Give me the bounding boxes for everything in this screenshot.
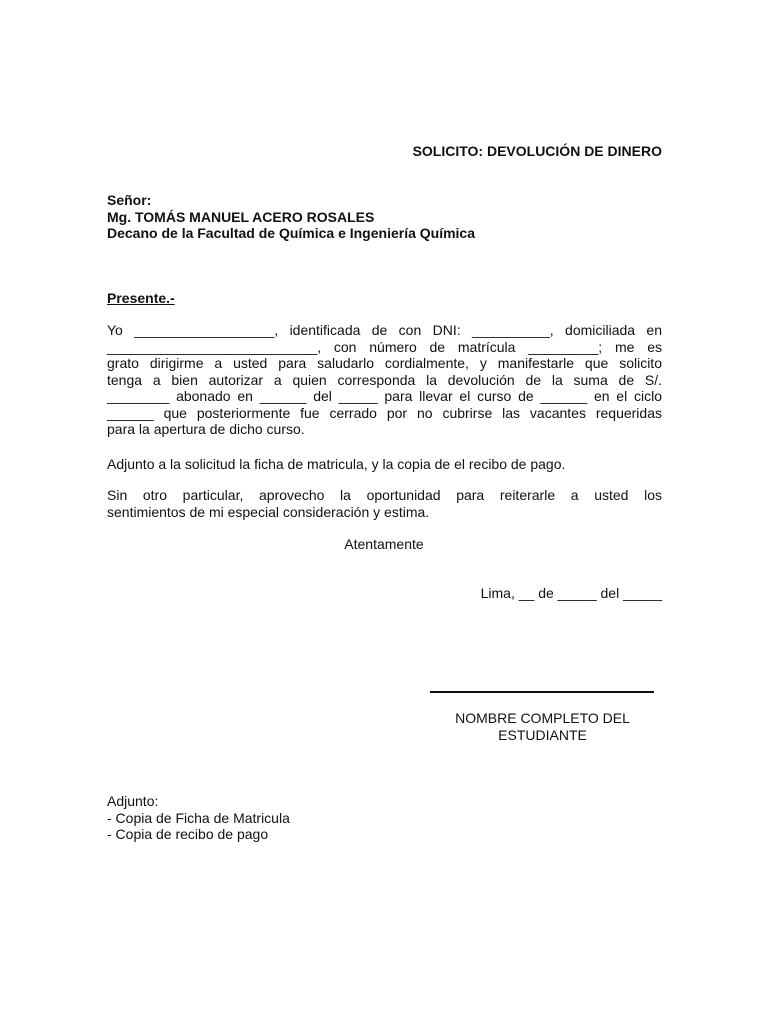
- paragraph-line: grato dirigirme a usted para saludarlo cordialmente, y manifestarle que solicito: [107, 355, 662, 371]
- paragraph-line: tenga a bien autorizar a quien corresponda la devolución de la suma de S/.: [107, 371, 662, 388]
- body-paragraph-attachment-note: [107, 456, 662, 473]
- closing-block: [0, 536, 768, 553]
- recipient-position: Decano de la Facultad de Química e Ingeniería Química: [107, 225, 476, 241]
- paragraph-line: ______ que posteriormente fue cerrado por no cubrirse las vacantes requeridas: [107, 404, 662, 421]
- attachment-item: - Copia de Ficha de Matricula: [107, 809, 290, 826]
- paragraph-line: ___________________________, con número de matrícula _________; me es: [107, 338, 662, 355]
- paragraph-line: ________ abonado en ______ del _____ para llevar el curso de ______ en el ciclo: [107, 388, 662, 404]
- presente-heading: Presente.-: [107, 290, 175, 306]
- recipient-name: Mg. TOMÁS MANUEL ACERO ROSALES: [107, 208, 375, 225]
- paragraph-line: Adjunto a la solicitud la ficha de matricula, y la copia de el recibo de pago.: [107, 456, 566, 472]
- attachments-block: [107, 793, 290, 843]
- closing-text: Atentamente: [344, 536, 424, 552]
- recipient-salutation: Señor:: [107, 192, 152, 208]
- attachments-title: Adjunto:: [107, 793, 159, 809]
- attachment-item: - Copia de recibo de pago: [107, 826, 269, 842]
- signature-line: [430, 691, 654, 693]
- recipient-block: [107, 192, 475, 242]
- place-date: Lima, __ de _____ del _____: [480, 585, 662, 601]
- paragraph-line: Yo __________________, identificada de con DNI: __________, domiciliada en: [107, 322, 662, 338]
- paragraph-line: para la apertura de dicho curso.: [107, 421, 305, 437]
- signature-name-line2: ESTUDIANTE: [498, 726, 587, 743]
- subject-line: SOLICITO: DEVOLUCIÓN DE DINERO: [412, 143, 662, 159]
- signature-name-block: [425, 710, 660, 743]
- paragraph-line: sentimientos de mi especial consideración y estima.: [107, 503, 430, 520]
- body-paragraph-request: [107, 322, 662, 438]
- signature-name-line1: NOMBRE COMPLETO DEL: [455, 710, 630, 726]
- paragraph-line: Sin otro particular, aprovecho la oportunidad para reiterarle a usted los: [107, 487, 662, 503]
- body-paragraph-farewell: [107, 487, 662, 520]
